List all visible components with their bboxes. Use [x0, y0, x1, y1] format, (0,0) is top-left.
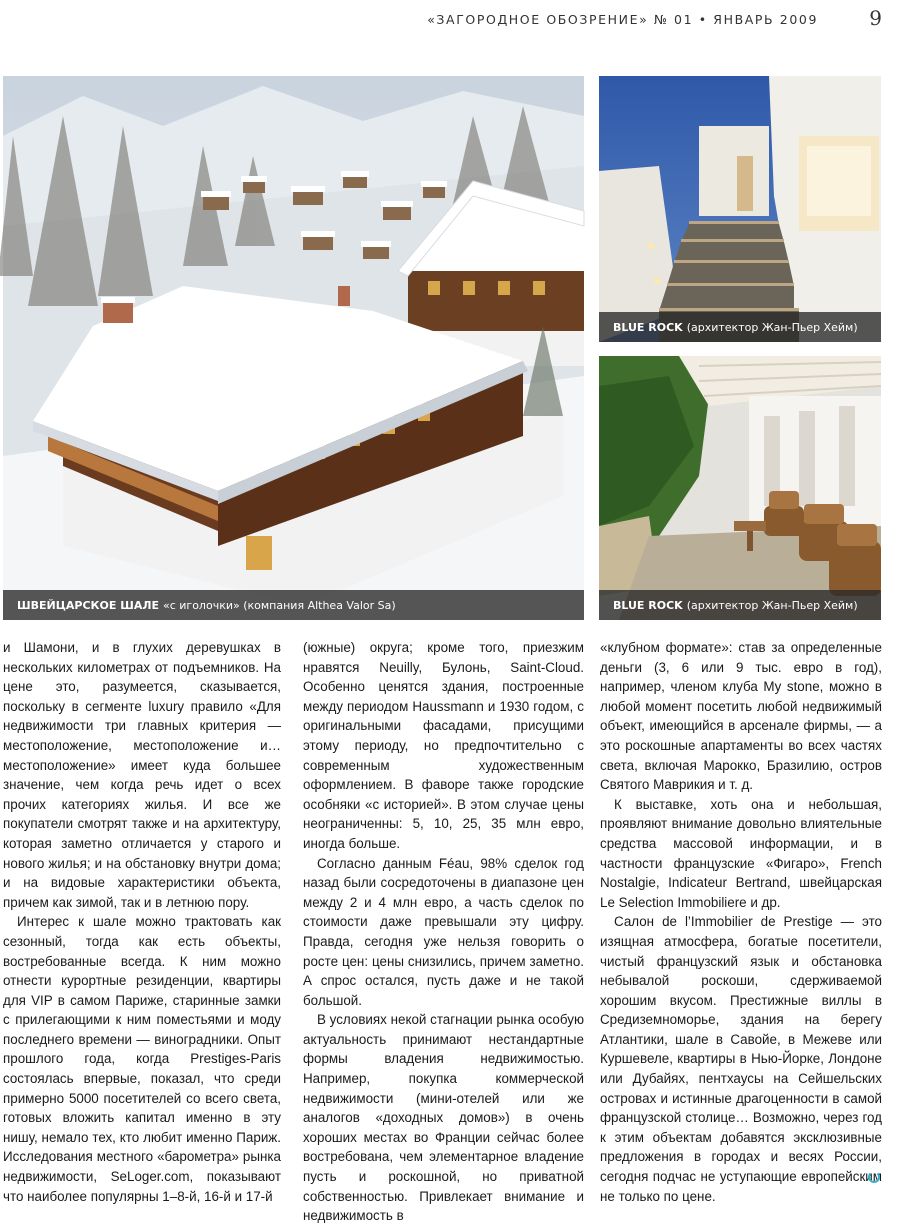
villa-steps-illustration — [599, 76, 881, 342]
caption-title: ШВЕЙЦАРСКОЕ ШАЛЕ — [17, 598, 159, 612]
blue-rock-terrace-caption — [599, 590, 881, 620]
paragraph: К выставке, хоть она и небольшая, проявляют внимание довольно влиятельные средства массовой информации, и в частности французские «Фигаро», French Nostalgie, Indicateur Bertrand, швейцарская Le Selection Immobiliere и др. — [600, 796, 882, 910]
article-body — [3, 638, 883, 1224]
paragraph: Интерес к шале можно трактовать как сезонный, тогда как есть объекты, востребованные всегда. К ним можно отнести курортные резиденции, квартиры для VIP в самом Париже, старинные замки с прилегающими к ним поместьями и моду последнего времени — виноградники. Опыт прошлого года, когда Prestiges-Paris состоялась впервые, показал, что среди примерно 5000 посетителей со всего света, готовых вложить капитал именно в эту нишу, немало тех, кто любит именно Париж. Исследования местного «барометра» рынка недвижимости, SeLoger.com, показывают что наиболее популярны 1–8-й, 16-й и 17-й — [3, 914, 281, 1204]
blue-rock-steps-photo — [599, 76, 881, 342]
snowy-chalet-illustration — [3, 76, 584, 620]
caption-title: BLUE ROCK — [613, 320, 683, 334]
caption-text: (архитектор Жан-Пьер Хейм) — [686, 320, 858, 334]
article-end-icon — [868, 1171, 880, 1183]
chalet-photo — [3, 76, 584, 620]
text-column-1 — [3, 638, 281, 1204]
caption-title: BLUE ROCK — [613, 598, 683, 612]
paragraph: (южные) округа; кроме того, приезжим нравятся Neuilly, Булонь, Saint-Cloud. Особенно ценятся здания, построенные между периодом Haussmann и 1930 годом, с оригинальными фасадами, присущими этому периоду, но предпочтительно с современным художественным оформлением. В фаворе также городские особняки «с историей». В этом случае цены неограниченны: 5, 10, 25, 35 млн евро, иногда больше. — [303, 640, 584, 851]
paragraph: «клубном формате»: став за определенные деньги (3, 6 или 9 тыс. евро в год), например, членом клуба My stone, можно в любой момент посетить любой недвижимый объект, имеющийся в арсенале фирмы, — а это роскошные апартаменты во всех частях света, включая Марокко, Бразилию, остров Святого Маврикия и т. д. — [600, 640, 882, 793]
caption-text: «с иголочки» (компания Althea Valor Sa) — [163, 598, 396, 612]
page-number: 9 — [869, 6, 882, 30]
blue-rock-steps-caption — [599, 312, 881, 342]
chalet-photo-caption — [3, 590, 584, 620]
paragraph: и Шамони, и в глухих деревушках в нескольких километрах от подъемников. На цене это, разумеется, сказывается, поскольку в сегменте luxury правило «Для недвижимости три главных критерия — местоположение, местоположение и… местоположение» имеет куда большее значение, чем когда речь идет о всех прочих категориях жилья. И все же покупатели смотрят также и на архитектуру, которая заметно отличается у старого и нового жилья; и на обстановку внутри дома; и на видовые характеристики объекта, причем как зимой, так и в летнюю пору. — [3, 640, 281, 910]
magazine-issue-header: «ЗАГОРОДНОЕ ОБОЗРЕНИЕ» № 01 • ЯНВАРЬ 2009 — [427, 12, 818, 27]
paragraph: Согласно данным Féau, 98% сделок год назад были сосредоточены в диапазоне цен между 2 и 4 млн евро, а часть сделок по стоимости даже превышали эту цифру. Правда, сегодня уже нельзя говорить о росте цен: цены снизились, причем заметно. А спрос остался, пусть даже и не такой большой. — [303, 855, 584, 1008]
text-column-3 — [600, 638, 882, 1204]
paragraph: В условиях некой стагнации рынка особую актуальность принимают нестандартные формы владения недвижимостью. Например, покупка коммерческой недвижимости (мини-отелей или же аналогов «доходных домов») в очень хороших местах во Франции сейчас более востребована, чем элементарное владение пусть и роскошной, но приватной собственностью. Привлекает внимание и недвижимость в — [303, 1012, 584, 1224]
caption-text: (архитектор Жан-Пьер Хейм) — [686, 598, 858, 612]
page-header — [0, 8, 900, 38]
blue-rock-terrace-photo — [599, 356, 881, 620]
paragraph: Салон de l’Immobilier de Prestige — это изящная атмосфера, богатые посетители, чистый французский язык и обстановка небывалой роскоши, сдерживаемой хорошим вкусом. Престижные виллы в Средиземноморье, здания на берегу Атлантики, шале в Савойе, в Межеве или Куршевеле, квартиры в Нью-Йорке, Лондоне или Дубайях, пентхаусы на Сейшельских островах и истинные драгоценности в самой французской столице… Возможно, через год к этим объектам добавятся эксклюзивные предложения в городах и весях России, сегодня подчас не уступающие европейским не только по цене. — [600, 914, 882, 1204]
text-column-2 — [303, 638, 584, 1224]
terrace-illustration — [599, 356, 881, 620]
